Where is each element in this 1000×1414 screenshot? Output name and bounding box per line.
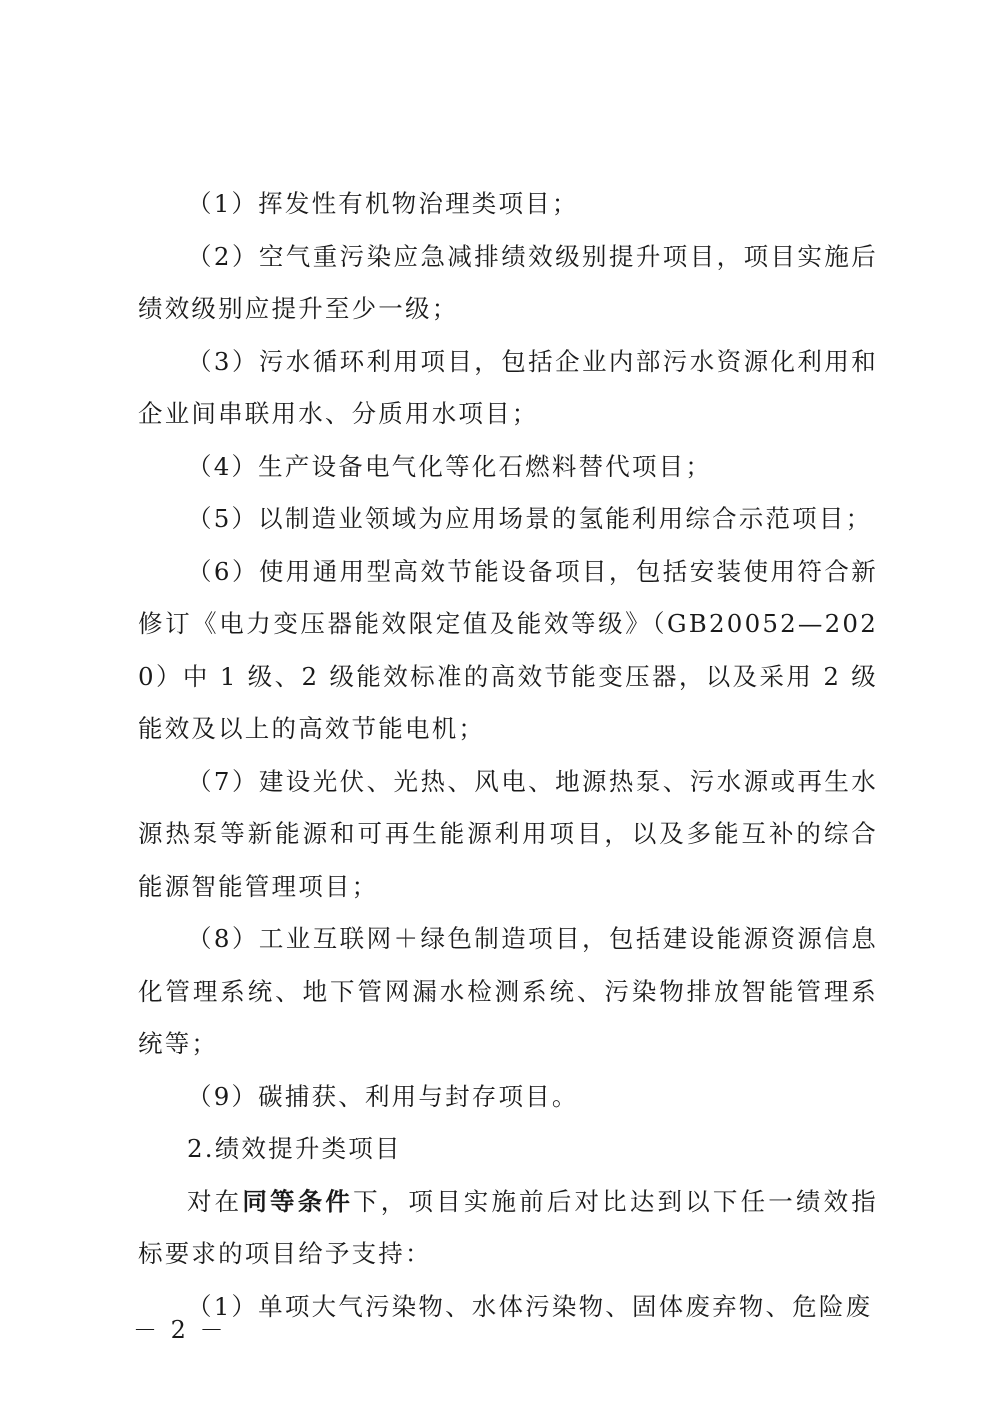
paragraph-3: （3）污水循环利用项目，包括企业内部污水资源化利用和企业间串联用水、分质用水项目； [138,346,878,428]
paragraph-11 [138,1176,878,1281]
paragraph-5: （5）以制造业领域为应用场景的氢能利用综合示范项目； [187,504,873,533]
paragraph-2: （2）空气重污染应急减排绩效级别提升项目，项目实施后绩效级别应提升至少一级； [138,241,878,323]
paragraph-9: （9）碳捕获、利用与封存项目。 [187,1081,579,1111]
paragraph-7: （7）建设光伏、光热、风电、地源热泵、污水源或再生水源热泵等新能源和可再生能源利用项目，以及多能互补的综合能源智能管理项目； [138,766,878,901]
paragraph-11-after: 下，项目实施前后对比达到以下任一绩效指标要求的项目给予支持： [138,1186,878,1268]
page-number: － 2 － [133,1316,227,1344]
paragraph-6: （6）使用通用型高效节能设备项目，包括安装使用符合新修订《电力变压器能效限定值及能效等级》（GB20052—2020）中 1 级、2 级能效标准的高效节能变压器，以及采用 2 级能效及以上的高效节能电机； [138,556,878,743]
paragraph-12: （1）单项大气污染物、水体污染物、固体废弃物、危险废 [187,1291,873,1321]
paragraph-8: （8）工业互联网＋绿色制造项目，包括建设能源资源信息化管理系统、地下管网漏水检测系统、污染物排放智能管理系统等； [138,924,878,1058]
document-body [138,178,878,1333]
paragraph-1: （1）挥发性有机物治理类项目； [187,189,579,218]
section-heading: 2.绩效提升类项目 [187,1134,402,1163]
paragraph-11-before: 对在 [187,1186,243,1216]
paragraph-4: （4）生产设备电气化等化石燃料替代项目； [187,451,713,481]
paragraph-11-bold: 同等条件 [242,1186,354,1216]
